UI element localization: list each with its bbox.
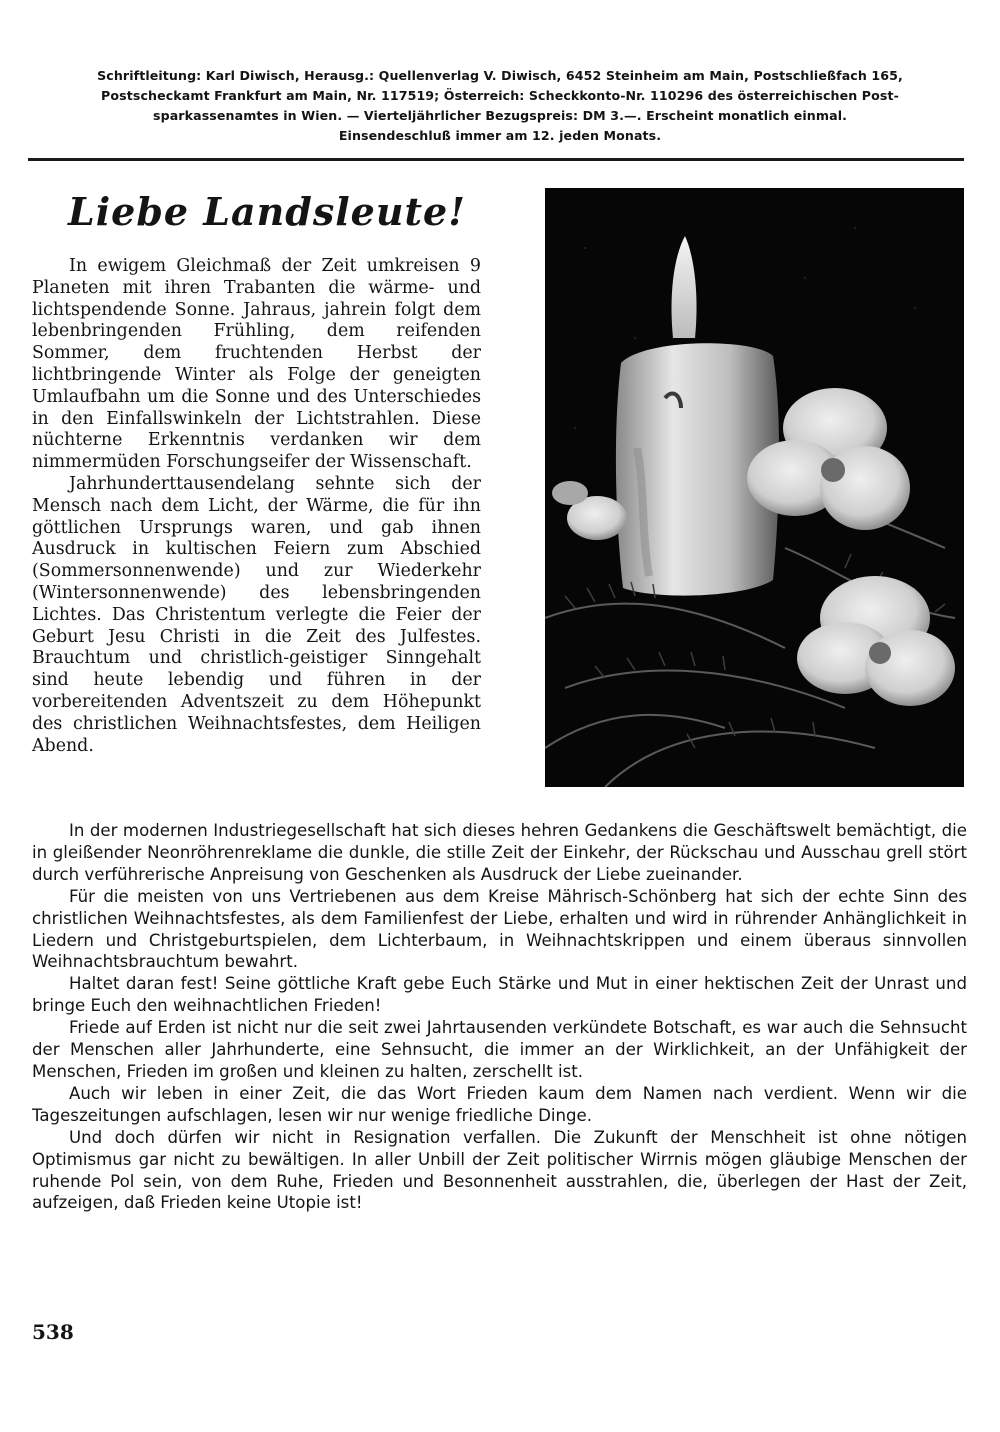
- paragraph: Für die meisten von uns Vertriebenen aus dem Kreise Mährisch-Schönberg hat sich der echte Sinn des christlichen Weihnachtsfestes, als dem Familienfest der Liebe, erhalten und wird in rührender Anhänglichkeit in Liedern und Christgeburtspielen, dem Lichterbaum, in Weihnachtskrippen und einem überaus sinnvollen Weihnachtsbrauchtum bewahrt.: [32, 886, 967, 972]
- masthead-line: Postscheckamt Frankfurt am Main, Nr. 117519; Österreich: Scheckkonto-Nr. 110296 des österreichischen Post-: [101, 88, 899, 103]
- masthead: [28, 66, 972, 146]
- article-title: Liebe Landsleute!: [68, 189, 466, 234]
- paragraph: Und doch dürfen wir nicht in Resignation verfallen. Die Zukunft der Menschheit ist ohne nötigen Optimismus gar nicht zu bewältigen. In aller Unbill der Zeit politischer Wirrnis mögen gläubige Menschen der ruhende Pol sein, von dem Ruhe, Frieden und Besonnenheit ausstrahlen, die, überlegen der Hast der Zeit, aufzeigen, daß Frieden keine Utopie ist!: [32, 1127, 967, 1213]
- article-column-text: [32, 256, 481, 757]
- paragraph: In der modernen Industriegesellschaft hat sich dieses hehren Gedankens die Geschäftswelt bemächtigt, die in gleißender Neonröhrenreklame die dunkle, die stille Zeit der Einkehr, der Rückschau und Ausschau grell stört durch verführerische Anpreisung von Geschenken als Ausdruck der Liebe zueinander.: [32, 821, 967, 884]
- paragraph: Haltet daran fest! Seine göttliche Kraft gebe Euch Stärke und Mut in einer hektischen Zeit der Unrast und bringe Euch den weihnachtlichen Frieden!: [32, 974, 967, 1016]
- paragraph: Jahrhunderttausendelang sehnte sich der Mensch nach dem Licht, der Wärme, die für ihn göttlichen Ursprungs waren, und gab ihnen Ausdruck in kultischen Feiern zum Abschied (Sommersonnenwende) und zur Wiederkehr (Wintersonnenwende) des lebensbringenden Lichtes. Das Christentum verlegte die Feier der Geburt Jesu Christi in die Zeit des Julfestes. Brauchtum und christlich-geistiger Sinngehalt sind heute lebendig und führen in der vorbereitenden Adventszeit zu dem Höhepunkt des christlichen Weihnachtsfestes, dem Heiligen Abend.: [32, 473, 481, 756]
- masthead-line: Schriftleitung: Karl Diwisch, Herausg.: Quellenverlag V. Diwisch, 6452 Steinheim am Main, Postschließfach 165,: [97, 68, 903, 83]
- paragraph: In ewigem Gleichmaß der Zeit umkreisen 9 Planeten mit ihren Trabanten die wärme- und lichtspendende Sonne. Jahraus, jahrein folgt dem lebenbringenden Frühling, dem reifenden Sommer, dem fruchtenden Herbst der lichtbringende Winter als Folge der geneigten Umlaufbahn um die Sonne und des Unterschiedes in den Einfallswinkeln der Lichtstrahlen. Diese nüchterne Erkenntnis verdanken wir dem nimmermüden Forschungseifer der Wissenschaft.: [32, 256, 481, 473]
- page-number: 538: [32, 1320, 74, 1344]
- article-full-width-text: [32, 820, 967, 1214]
- paragraph: Friede auf Erden ist nicht nur die seit zwei Jahrtausenden verkündete Botschaft, es war auch die Sehnsucht der Menschen aller Jahrhunderte, eine Sehnsucht, die immer an der Wirklichkeit, an der Unfähigkeit der Menschen, Frieden im großen und kleinen zu halten, zerschellt ist.: [32, 1018, 967, 1081]
- masthead-line: Einsendeschluß immer am 12. jeden Monats.: [338, 128, 662, 143]
- masthead-divider: [28, 158, 964, 161]
- candle-christmas-rose-photo: [545, 188, 964, 787]
- paragraph: Auch wir leben in einer Zeit, die das Wort Frieden kaum dem Namen nach verdient. Wenn wir die Tageszeitungen aufschlagen, lesen wir nur wenige friedliche Dinge.: [32, 1083, 967, 1125]
- masthead-line: sparkassenamtes in Wien. — Vierteljährlicher Bezugspreis: DM 3.—. Erscheint monatlich einmal.: [153, 108, 847, 123]
